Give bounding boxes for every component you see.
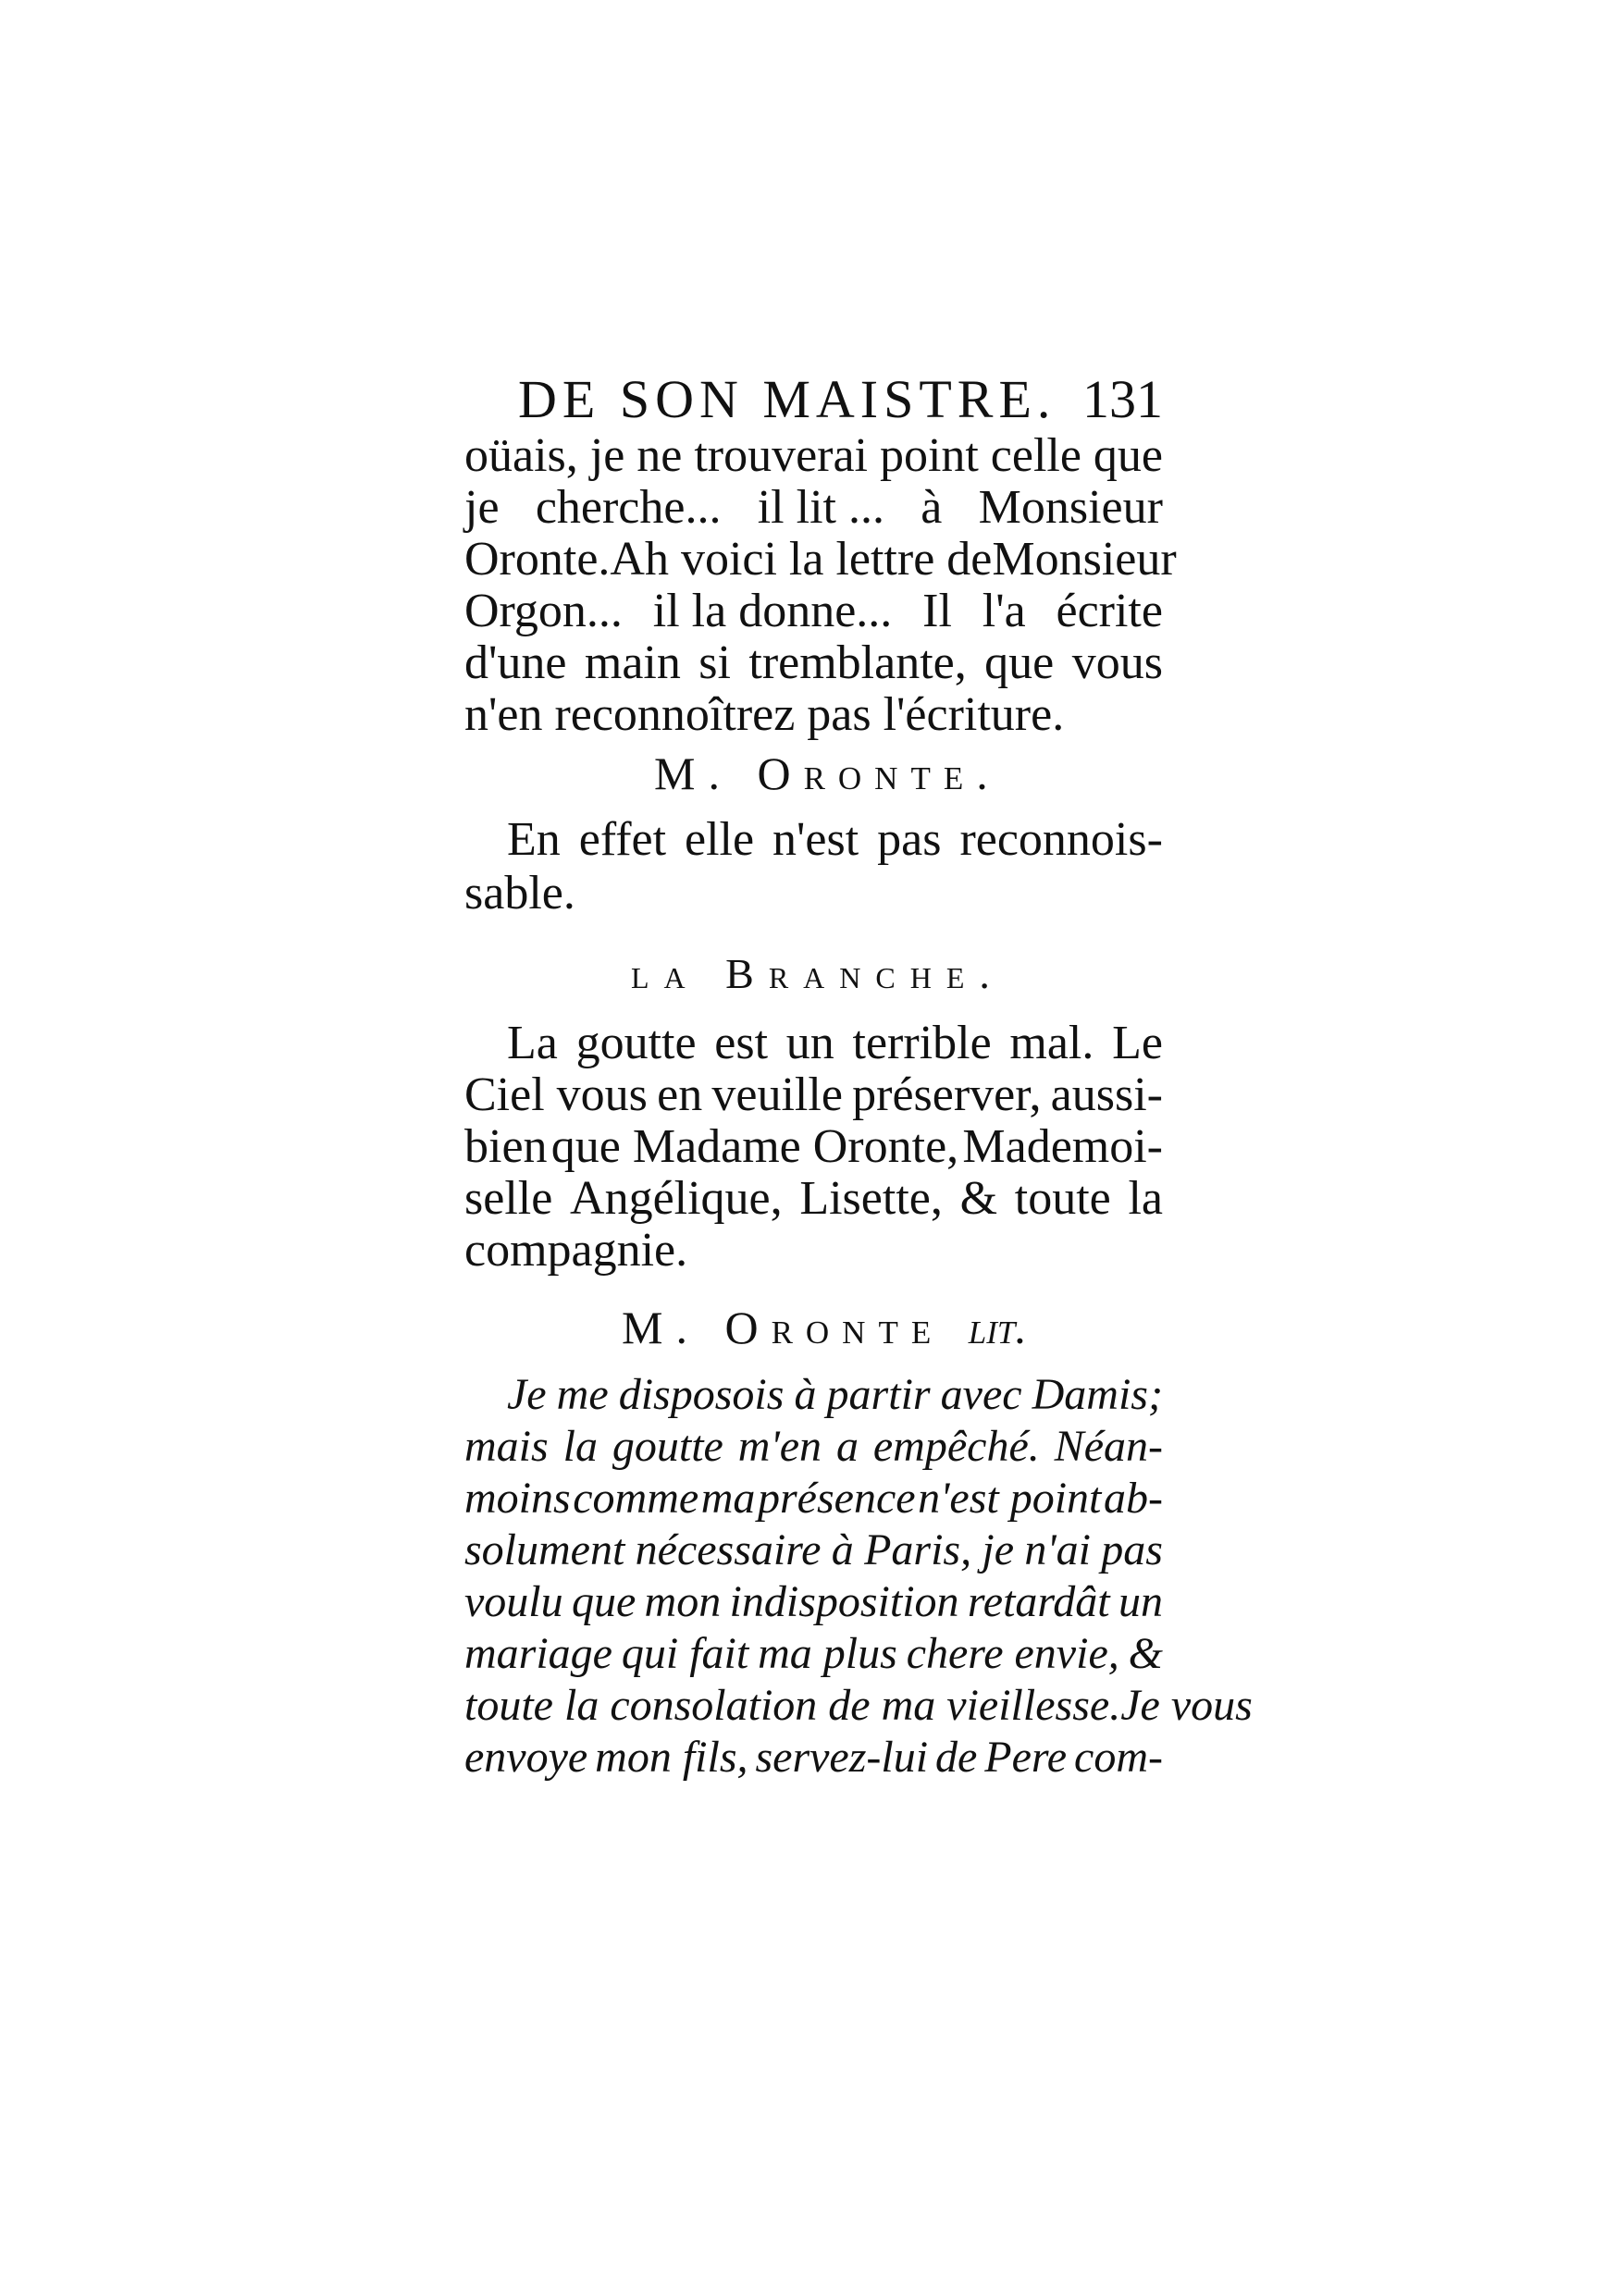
word: moins xyxy=(464,1474,571,1523)
text-line xyxy=(507,1018,1163,1069)
text-line xyxy=(464,1680,1253,1732)
word: que xyxy=(1093,429,1163,482)
text-line xyxy=(464,533,1177,586)
word: Il xyxy=(922,585,952,637)
word: un xyxy=(785,1017,834,1069)
stage-direction: lit. xyxy=(968,1302,1027,1353)
text-line xyxy=(464,1628,1163,1680)
word: veuille xyxy=(711,1068,843,1121)
word: la xyxy=(1128,1172,1163,1225)
word: servez-lui xyxy=(755,1733,929,1782)
word: de xyxy=(935,1733,978,1782)
word: & xyxy=(1128,1629,1163,1678)
word: Lisette, xyxy=(799,1172,943,1225)
word: ab- xyxy=(1103,1474,1163,1523)
word: elle xyxy=(685,813,755,866)
word: bien xyxy=(464,1120,548,1173)
word: à xyxy=(921,481,943,534)
word: vous xyxy=(1071,636,1163,689)
word: main xyxy=(584,636,681,689)
word: Je xyxy=(507,1370,547,1419)
word: écrite xyxy=(1056,585,1163,637)
text-line xyxy=(464,1421,1163,1473)
word: tremblante, xyxy=(748,636,967,689)
word: Le xyxy=(1112,1017,1163,1069)
word: aussi- xyxy=(1050,1068,1163,1121)
word: cherche... xyxy=(535,481,722,534)
word: disposois xyxy=(618,1370,785,1419)
word: pas xyxy=(877,813,942,866)
word: compagnie. xyxy=(464,1224,688,1277)
page-number: 131 xyxy=(1082,369,1163,429)
speaker-heading-oronte-lit xyxy=(622,1301,1027,1354)
word: ma xyxy=(700,1474,756,1523)
word: toute la consolation de ma vieillesse. xyxy=(464,1681,1121,1730)
word: que xyxy=(984,636,1055,689)
word: je xyxy=(982,1525,1015,1574)
word: oüais, je ne xyxy=(464,429,683,482)
word: Damis; xyxy=(1032,1370,1163,1419)
word: mal. xyxy=(1009,1017,1094,1069)
text-line xyxy=(464,430,1163,482)
word: partir xyxy=(826,1370,931,1419)
word: l'a xyxy=(982,585,1026,637)
word: & xyxy=(959,1172,998,1225)
word: selle xyxy=(464,1172,553,1225)
word: un xyxy=(1118,1577,1163,1626)
word: présence xyxy=(757,1474,916,1523)
word: comme xyxy=(573,1474,699,1523)
word: mon xyxy=(644,1577,722,1626)
text-line xyxy=(464,689,1163,741)
word: retardât xyxy=(967,1577,1110,1626)
word: mariage xyxy=(464,1629,612,1678)
word: terrible xyxy=(852,1017,992,1069)
speaker-heading-la-branche: la Branche. xyxy=(631,950,1005,997)
word: à xyxy=(794,1370,817,1419)
word: que Madame Oronte, xyxy=(550,1120,959,1173)
word: solument xyxy=(464,1525,625,1574)
word: est xyxy=(714,1017,769,1069)
word: En xyxy=(507,813,561,866)
word: m'en xyxy=(737,1422,822,1471)
text-line xyxy=(464,1524,1163,1576)
word: effet xyxy=(578,813,667,866)
word: n'est xyxy=(772,813,859,866)
text-line xyxy=(464,1473,1163,1524)
word: La xyxy=(507,1017,558,1069)
word: il lit ... xyxy=(757,481,884,534)
word: celle xyxy=(990,429,1081,482)
word: n'en reconnoîtrez pas l'écriture. xyxy=(464,688,1065,741)
running-header xyxy=(518,368,1163,433)
word: d'une xyxy=(464,636,567,689)
word: toute xyxy=(1014,1172,1111,1225)
word: qui fait xyxy=(621,1629,749,1678)
word: n'ai xyxy=(1024,1525,1091,1574)
word: trouverai xyxy=(694,429,868,482)
running-title: DE SON MAISTRE. xyxy=(518,369,1057,429)
word: chere envie, xyxy=(906,1629,1119,1678)
word: avec xyxy=(940,1370,1022,1419)
word: Mademoi- xyxy=(962,1120,1163,1173)
word: envoye xyxy=(464,1733,588,1782)
word: à xyxy=(831,1525,854,1574)
word: la xyxy=(562,1422,598,1471)
word: Angélique, xyxy=(570,1172,783,1225)
word: Paris, xyxy=(864,1525,972,1574)
text-line xyxy=(464,868,1163,920)
word: Néan- xyxy=(1054,1422,1163,1471)
text-line xyxy=(464,1576,1163,1628)
word: sable. xyxy=(464,867,575,920)
word: me xyxy=(556,1370,609,1419)
text-line xyxy=(464,637,1163,689)
word: n'est point xyxy=(918,1474,1102,1523)
text-line xyxy=(464,1121,1163,1173)
word: a xyxy=(835,1422,859,1471)
word: goutte xyxy=(612,1422,723,1471)
word: il la donne... xyxy=(652,585,893,637)
word: Oronte. xyxy=(464,533,611,586)
word: si xyxy=(698,636,731,689)
word: goutte xyxy=(575,1017,697,1069)
text-line xyxy=(464,1225,1163,1277)
word: reconnois- xyxy=(959,813,1163,866)
word: je xyxy=(464,481,500,534)
word: ma plus xyxy=(758,1629,897,1678)
word: préserver, xyxy=(852,1068,1042,1121)
text-line xyxy=(464,482,1163,534)
word: point xyxy=(879,429,979,482)
word: empêché. xyxy=(872,1422,1040,1471)
text-line xyxy=(507,814,1163,866)
word: pas xyxy=(1101,1525,1163,1574)
word: mais xyxy=(464,1422,549,1471)
word: Monsieur xyxy=(978,481,1163,534)
word: Ah voici la lettre de xyxy=(610,533,993,586)
speaker-name: M. Oronte xyxy=(622,1302,945,1353)
word: Orgon... xyxy=(464,585,623,637)
word: que xyxy=(571,1577,636,1626)
word: nécessaire xyxy=(635,1525,822,1574)
text-line xyxy=(464,586,1163,637)
word: en xyxy=(657,1068,703,1121)
text-line xyxy=(464,1732,1163,1784)
word: Monsieur xyxy=(992,533,1177,586)
text-line xyxy=(464,1069,1163,1121)
speaker-heading-oronte: M. Oronte. xyxy=(654,747,1001,799)
word: indisposition xyxy=(729,1577,959,1626)
text-line xyxy=(507,1369,1163,1421)
word: voulu xyxy=(464,1577,563,1626)
text-line xyxy=(464,1173,1163,1225)
word: com- xyxy=(1074,1733,1163,1782)
word: Pere xyxy=(984,1733,1068,1782)
word: Je vous xyxy=(1120,1681,1253,1730)
word: mon fils, xyxy=(595,1733,748,1782)
word: Ciel vous xyxy=(464,1068,648,1121)
